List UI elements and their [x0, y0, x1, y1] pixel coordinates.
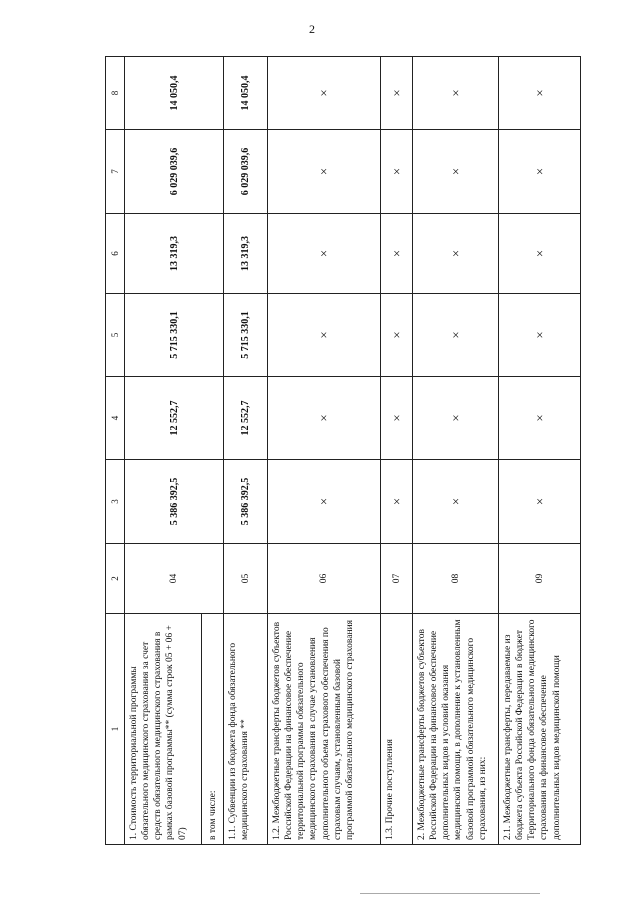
- rotated-table-wrapper: [105, 57, 560, 845]
- cell-value: 14 050,4: [224, 57, 268, 130]
- budget-table: [105, 56, 581, 845]
- col-header-4: 4: [106, 377, 125, 460]
- cell-value: 12 552,7: [224, 377, 268, 460]
- row-code: 09: [499, 544, 581, 614]
- col-header-5: 5: [106, 294, 125, 377]
- cell-value: ×: [499, 214, 581, 294]
- intro-text: в том числе:: [202, 614, 224, 845]
- row-code: 05: [224, 544, 268, 614]
- cell-value: ×: [413, 57, 499, 130]
- table-row: [381, 57, 413, 845]
- cell-value: ×: [268, 294, 381, 377]
- row-description: 1.1. Субвенции из бюджета фонда обязательного медицинского страхования **: [224, 614, 268, 845]
- cell-value: ×: [381, 377, 413, 460]
- scan-edge-mark: [360, 893, 540, 898]
- cell-value: ×: [499, 57, 581, 130]
- row-code: 07: [381, 544, 413, 614]
- table-row: [224, 57, 268, 845]
- table-row: [499, 57, 581, 845]
- col-header-2: 2: [106, 544, 125, 614]
- cell-value: ×: [381, 460, 413, 544]
- row-code: 04: [125, 544, 224, 614]
- row-description: 1. Стоимость территориальной программы обязательного медицинского страхования за счет средств обязательного медицинского страхования в рамках базовой программы** (сумма строк 05 + 06 + 07): [125, 614, 202, 845]
- cell-value: ×: [499, 130, 581, 214]
- cell-value: ×: [268, 214, 381, 294]
- cell-value: ×: [268, 130, 381, 214]
- header-row: [106, 57, 125, 845]
- cell-value: ×: [413, 130, 499, 214]
- row-code: 08: [413, 544, 499, 614]
- cell-value: 14 050,4: [125, 57, 224, 130]
- cell-value: ×: [499, 460, 581, 544]
- cell-value: ×: [413, 214, 499, 294]
- page-number: 2: [309, 22, 315, 36]
- table-row: [125, 57, 202, 845]
- col-header-3: 3: [106, 460, 125, 544]
- cell-value: ×: [413, 377, 499, 460]
- table-row: [413, 57, 499, 845]
- row-description: 2.1. Межбюджетные трансферты, передаваемые из бюджета субъекта Российской Федерации в бюджет Территориального фонда обязательного медицинского страхования на финансовое обеспечение дополнительных видов медицинской помощи: [499, 614, 581, 845]
- cell-value: ×: [268, 460, 381, 544]
- cell-value: 13 319,3: [224, 214, 268, 294]
- cell-value: 13 319,3: [125, 214, 224, 294]
- row-description: 1.3. Прочие поступления: [381, 614, 413, 845]
- cell-value: ×: [413, 294, 499, 377]
- col-header-1: 1: [106, 614, 125, 845]
- cell-value: ×: [381, 130, 413, 214]
- cell-value: ×: [381, 214, 413, 294]
- cell-value: ×: [268, 57, 381, 130]
- cell-value: 5 386 392,5: [224, 460, 268, 544]
- cell-value: ×: [381, 57, 413, 130]
- cell-value: 6 029 039,6: [125, 130, 224, 214]
- col-header-7: 7: [106, 130, 125, 214]
- cell-value: 6 029 039,6: [224, 130, 268, 214]
- cell-value: ×: [381, 294, 413, 377]
- cell-value: 5 715 330,1: [224, 294, 268, 377]
- col-header-6: 6: [106, 214, 125, 294]
- cell-value: 5 715 330,1: [125, 294, 224, 377]
- cell-value: 12 552,7: [125, 377, 224, 460]
- table-row: [268, 57, 381, 845]
- row-description: 2. Межбюджетные трансферты бюджетов субъектов Российской Федерации на финансовое обеспечение дополнительных видов и условий оказания медицинской помощи, в дополнение к установленным базовой программой обязательного медицинского страхования, из них:: [413, 614, 499, 845]
- cell-value: ×: [499, 377, 581, 460]
- row-description: 1.2. Межбюджетные трансферты бюджетов субъектов Российской Федерации на финансовое обеспечение территориальной программы обязательного медицинского страхования в случае установления дополнительного объема страхового обеспечения по страховым случаям, установленным базовой программой обязательного медицинского страхования: [268, 614, 381, 845]
- row-code: 06: [268, 544, 381, 614]
- cell-value: ×: [413, 460, 499, 544]
- cell-value: ×: [268, 377, 381, 460]
- cell-value: 5 386 392,5: [125, 460, 224, 544]
- cell-value: ×: [499, 294, 581, 377]
- col-header-8: 8: [106, 57, 125, 130]
